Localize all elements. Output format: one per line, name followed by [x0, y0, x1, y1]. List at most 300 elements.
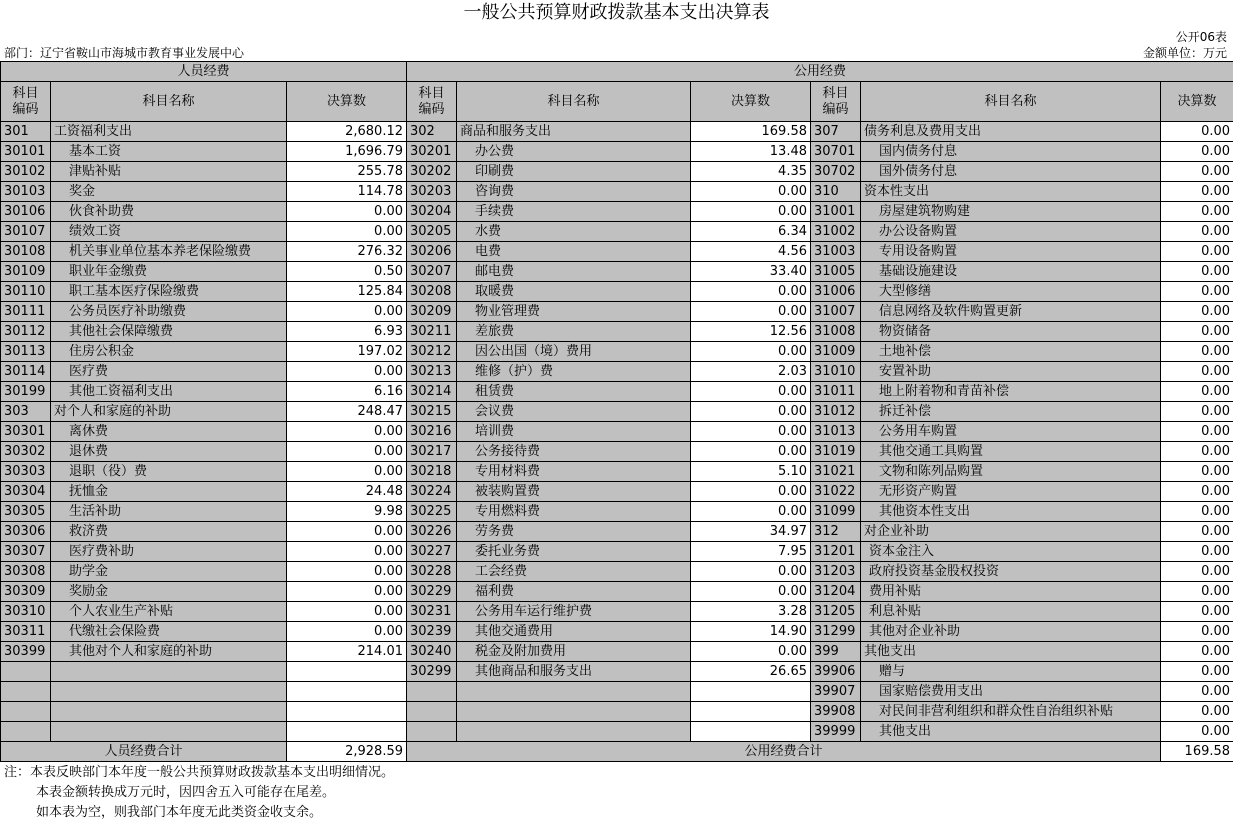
row-code: 30202: [407, 162, 457, 182]
row-value: 0.00: [287, 442, 407, 462]
row-value: 0.00: [287, 202, 407, 222]
table-row: [1, 502, 1233, 522]
row-code: 31099: [811, 502, 861, 522]
table-row: [1, 242, 1233, 262]
header-code: 科目 编码: [407, 82, 457, 122]
row-value: 0.00: [287, 302, 407, 322]
row-code: 303: [1, 402, 51, 422]
row-value: 0.00: [1161, 402, 1233, 422]
row-value: 0.00: [1161, 422, 1233, 442]
public-total-label: 公用经费合计: [407, 742, 1161, 762]
header-amount: 决算数: [691, 82, 811, 122]
row-code: 30701: [811, 142, 861, 162]
header-name: 科目名称: [457, 82, 691, 122]
row-name: [457, 702, 691, 722]
row-value: 0.00: [287, 622, 407, 642]
row-code: 30102: [1, 162, 51, 182]
row-name: [457, 682, 691, 702]
row-code: 31008: [811, 322, 861, 342]
row-code: 30301: [1, 422, 51, 442]
row-name: 拆迁补偿: [861, 402, 1161, 422]
table-row: [1, 542, 1233, 562]
row-value: 0.00: [1161, 442, 1233, 462]
row-name: 对企业补助: [861, 522, 1161, 542]
header-amount: 决算数: [1161, 82, 1233, 122]
row-name: 其他交通工具购置: [861, 442, 1161, 462]
row-name: 赠与: [861, 662, 1161, 682]
row-code: 30212: [407, 342, 457, 362]
row-name: 办公费: [457, 142, 691, 162]
table-row: [1, 682, 1233, 702]
row-name: 国内债务付息: [861, 142, 1161, 162]
table-row: [1, 302, 1233, 322]
row-name: 邮电费: [457, 262, 691, 282]
personnel-total-label: 人员经费合计: [1, 742, 287, 762]
row-value: 0.00: [691, 642, 811, 662]
row-name: 专用材料费: [457, 462, 691, 482]
row-code: 30110: [1, 282, 51, 302]
table-row: [1, 402, 1233, 422]
public-total-value: 169.58: [1161, 742, 1233, 762]
row-code: 31007: [811, 302, 861, 322]
row-code: 30310: [1, 602, 51, 622]
row-code: 30305: [1, 502, 51, 522]
row-name: 专用设备购置: [861, 242, 1161, 262]
row-value: [287, 682, 407, 702]
row-name: 维修（护）费: [457, 362, 691, 382]
row-value: 4.56: [691, 242, 811, 262]
row-name: 其他社会保障缴费: [51, 322, 287, 342]
row-value: 169.58: [691, 122, 811, 142]
row-code: 30215: [407, 402, 457, 422]
row-name: [51, 722, 287, 742]
header-name: 科目名称: [861, 82, 1161, 122]
row-code: 30108: [1, 242, 51, 262]
row-name: 专用燃料费: [457, 502, 691, 522]
row-name: 无形资产购置: [861, 482, 1161, 502]
row-value: 0.50: [287, 262, 407, 282]
row-code: 307: [811, 122, 861, 142]
row-name: [51, 662, 287, 682]
row-value: 0.00: [691, 342, 811, 362]
row-value: 14.90: [691, 622, 811, 642]
page-title: 一般公共预算财政拨款基本支出决算表: [0, 0, 1233, 26]
row-name: 助学金: [51, 562, 287, 582]
row-code: 39908: [811, 702, 861, 722]
row-code: 30216: [407, 422, 457, 442]
row-code: 31005: [811, 262, 861, 282]
row-value: 0.00: [1161, 142, 1233, 162]
row-value: 0.00: [1161, 702, 1233, 722]
row-name: 基础设施建设: [861, 262, 1161, 282]
row-code: 30218: [407, 462, 457, 482]
row-value: 4.35: [691, 162, 811, 182]
row-code: 30101: [1, 142, 51, 162]
row-name: 其他商品和服务支出: [457, 662, 691, 682]
row-code: 31021: [811, 462, 861, 482]
row-name: [51, 702, 287, 722]
header-name: 科目名称: [51, 82, 287, 122]
row-value: 0.00: [1161, 582, 1233, 602]
row-name: 福利费: [457, 582, 691, 602]
row-code: 30114: [1, 362, 51, 382]
row-code: 30206: [407, 242, 457, 262]
row-code: 31013: [811, 422, 861, 442]
row-value: 197.02: [287, 342, 407, 362]
row-code: 30231: [407, 602, 457, 622]
row-name: [51, 682, 287, 702]
table-row: [1, 602, 1233, 622]
row-code: 30207: [407, 262, 457, 282]
row-code: 399: [811, 642, 861, 662]
table-row: [1, 362, 1233, 382]
row-name: 咨询费: [457, 182, 691, 202]
row-code: 30217: [407, 442, 457, 462]
row-name: 抚恤金: [51, 482, 287, 502]
row-code: 30227: [407, 542, 457, 562]
row-value: 13.48: [691, 142, 811, 162]
row-value: 114.78: [287, 182, 407, 202]
table-row: [1, 122, 1233, 142]
expenditure-table: [0, 61, 1233, 762]
row-value: 0.00: [691, 582, 811, 602]
header-code: 科目 编码: [1, 82, 51, 122]
table-row: [1, 522, 1233, 542]
row-value: 0.00: [1161, 322, 1233, 342]
row-value: 0.00: [691, 402, 811, 422]
row-name: 手续费: [457, 202, 691, 222]
row-name: 个人农业生产补贴: [51, 602, 287, 622]
row-code: 31299: [811, 622, 861, 642]
row-name: 费用补贴: [861, 582, 1161, 602]
row-name: 税金及附加费用: [457, 642, 691, 662]
row-name: 印刷费: [457, 162, 691, 182]
row-code: 30224: [407, 482, 457, 502]
row-code: 30302: [1, 442, 51, 462]
row-value: 0.00: [1161, 242, 1233, 262]
row-code: 31011: [811, 382, 861, 402]
row-value: 34.97: [691, 522, 811, 542]
row-name: 生活补助: [51, 502, 287, 522]
table-row: [1, 722, 1233, 742]
row-name: 资本性支出: [861, 182, 1161, 202]
row-name: 大型修缮: [861, 282, 1161, 302]
row-value: 1,696.79: [287, 142, 407, 162]
row-name: 委托业务费: [457, 542, 691, 562]
row-value: 214.01: [287, 642, 407, 662]
row-code: 31009: [811, 342, 861, 362]
row-code: 31001: [811, 202, 861, 222]
row-code: 30103: [1, 182, 51, 202]
row-value: 0.00: [1161, 602, 1233, 622]
row-code: [407, 682, 457, 702]
row-code: 30204: [407, 202, 457, 222]
row-name: 公务接待费: [457, 442, 691, 462]
table-row: [1, 462, 1233, 482]
row-value: [287, 662, 407, 682]
row-value: 0.00: [1161, 202, 1233, 222]
row-name: 职业年金缴费: [51, 262, 287, 282]
row-code: 39906: [811, 662, 861, 682]
notes: [4, 763, 394, 823]
row-name: 政府投资基金股权投资: [861, 562, 1161, 582]
row-value: 0.00: [1161, 522, 1233, 542]
row-code: 30299: [407, 662, 457, 682]
row-value: 0.00: [1161, 122, 1233, 142]
row-value: 7.95: [691, 542, 811, 562]
row-value: 33.40: [691, 262, 811, 282]
table-row: [1, 642, 1233, 662]
row-code: 30106: [1, 202, 51, 222]
row-code: 30399: [1, 642, 51, 662]
row-value: 0.00: [691, 182, 811, 202]
row-value: 0.00: [1161, 462, 1233, 482]
row-code: 30225: [407, 502, 457, 522]
row-name: 房屋建筑物购建: [861, 202, 1161, 222]
row-code: [1, 722, 51, 742]
row-name: 会议费: [457, 402, 691, 422]
row-value: 0.00: [1161, 662, 1233, 682]
row-value: 0.00: [1161, 342, 1233, 362]
row-code: 30107: [1, 222, 51, 242]
row-value: 276.32: [287, 242, 407, 262]
row-code: 31201: [811, 542, 861, 562]
row-name: 公务员医疗补助缴费: [51, 302, 287, 322]
row-name: 利息补贴: [861, 602, 1161, 622]
row-name: [457, 722, 691, 742]
row-value: 248.47: [287, 402, 407, 422]
row-value: 0.00: [691, 202, 811, 222]
group-header-public: 公用经费: [407, 62, 1233, 82]
row-value: 0.00: [287, 562, 407, 582]
row-value: 26.65: [691, 662, 811, 682]
row-name: 商品和服务支出: [457, 122, 691, 142]
row-name: 机关事业单位基本养老保险缴费: [51, 242, 287, 262]
row-value: [691, 702, 811, 722]
row-name: 其他交通费用: [457, 622, 691, 642]
row-name: 代缴社会保险费: [51, 622, 287, 642]
row-value: 0.00: [1161, 262, 1233, 282]
row-name: 其他工资福利支出: [51, 382, 287, 402]
row-value: 0.00: [287, 602, 407, 622]
row-value: 3.28: [691, 602, 811, 622]
row-value: 0.00: [1161, 362, 1233, 382]
row-name: 物业管理费: [457, 302, 691, 322]
row-code: 30240: [407, 642, 457, 662]
row-value: 0.00: [691, 382, 811, 402]
row-code: 39907: [811, 682, 861, 702]
row-value: 0.00: [691, 482, 811, 502]
row-value: 0.00: [1161, 562, 1233, 582]
row-name: 租赁费: [457, 382, 691, 402]
row-code: 30309: [1, 582, 51, 602]
row-value: 0.00: [287, 462, 407, 482]
row-value: 0.00: [691, 442, 811, 462]
table-row: [1, 282, 1233, 302]
row-code: 39999: [811, 722, 861, 742]
row-code: 31006: [811, 282, 861, 302]
row-name: 其他对个人和家庭的补助: [51, 642, 287, 662]
row-value: 0.00: [691, 562, 811, 582]
row-value: 0.00: [1161, 482, 1233, 502]
row-name: 其他对企业补助: [861, 622, 1161, 642]
row-name: 退职（役）费: [51, 462, 287, 482]
row-code: 30112: [1, 322, 51, 342]
personnel-total-value: 2,928.59: [287, 742, 407, 762]
row-name: 电费: [457, 242, 691, 262]
table-row: [1, 702, 1233, 722]
row-code: 30307: [1, 542, 51, 562]
row-code: 30303: [1, 462, 51, 482]
table-row: [1, 442, 1233, 462]
row-name: 对民间非营利组织和群众性自治组织补贴: [861, 702, 1161, 722]
row-name: 因公出国（境）费用: [457, 342, 691, 362]
row-value: 0.00: [1161, 542, 1233, 562]
row-code: [407, 702, 457, 722]
row-code: [407, 722, 457, 742]
row-value: 6.93: [287, 322, 407, 342]
row-value: 0.00: [1161, 642, 1233, 662]
row-value: 0.00: [1161, 282, 1233, 302]
group-header-personnel: 人员经费: [1, 62, 407, 82]
row-name: 奖金: [51, 182, 287, 202]
row-value: 0.00: [691, 502, 811, 522]
table-row: [1, 162, 1233, 182]
row-name: 对个人和家庭的补助: [51, 402, 287, 422]
row-value: 0.00: [1161, 222, 1233, 242]
row-code: 30311: [1, 622, 51, 642]
row-code: 30308: [1, 562, 51, 582]
table-row: [1, 342, 1233, 362]
row-code: 30211: [407, 322, 457, 342]
unit-label: 金额单位：万元: [1143, 44, 1227, 61]
row-value: 0.00: [1161, 162, 1233, 182]
row-code: 30203: [407, 182, 457, 202]
row-name: 其他支出: [861, 642, 1161, 662]
table-row: [1, 222, 1233, 242]
row-code: 31002: [811, 222, 861, 242]
row-name: 医疗费: [51, 362, 287, 382]
row-value: 0.00: [287, 542, 407, 562]
row-value: 0.00: [1161, 682, 1233, 702]
table-row: [1, 562, 1233, 582]
row-value: [691, 682, 811, 702]
header-amount: 决算数: [287, 82, 407, 122]
department-label: 部门：辽宁省鞍山市海城市教育事业发展中心: [4, 44, 244, 61]
row-code: 30304: [1, 482, 51, 502]
row-code: 312: [811, 522, 861, 542]
row-code: 31022: [811, 482, 861, 502]
row-code: 31204: [811, 582, 861, 602]
row-name: 差旅费: [457, 322, 691, 342]
row-value: 0.00: [287, 422, 407, 442]
note-line: 注：本表反映部门本年度一般公共预算财政拨款基本支出明细情况。: [4, 763, 394, 783]
row-code: 30226: [407, 522, 457, 542]
table-row: [1, 262, 1233, 282]
row-name: 办公设备购置: [861, 222, 1161, 242]
row-code: 30109: [1, 262, 51, 282]
row-code: 301: [1, 122, 51, 142]
row-code: [1, 682, 51, 702]
table-row: [1, 622, 1233, 642]
row-code: 31012: [811, 402, 861, 422]
row-name: 基本工资: [51, 142, 287, 162]
row-name: 职工基本医疗保险缴费: [51, 282, 287, 302]
row-value: 9.98: [287, 502, 407, 522]
row-name: 公务用车购置: [861, 422, 1161, 442]
row-code: 30228: [407, 562, 457, 582]
row-value: 0.00: [1161, 722, 1233, 742]
row-name: 债务利息及费用支出: [861, 122, 1161, 142]
row-code: 30702: [811, 162, 861, 182]
row-value: 0.00: [287, 362, 407, 382]
row-name: 国外债务付息: [861, 162, 1161, 182]
row-value: [287, 722, 407, 742]
row-value: 5.10: [691, 462, 811, 482]
row-code: 30229: [407, 582, 457, 602]
row-name: 救济费: [51, 522, 287, 542]
row-value: 0.00: [691, 422, 811, 442]
table-row: [1, 202, 1233, 222]
row-value: 0.00: [691, 282, 811, 302]
row-name: 国家赔偿费用支出: [861, 682, 1161, 702]
row-value: 0.00: [287, 522, 407, 542]
row-name: 信息网络及软件购置更新: [861, 302, 1161, 322]
row-name: 土地补偿: [861, 342, 1161, 362]
row-value: 12.56: [691, 322, 811, 342]
row-code: 30214: [407, 382, 457, 402]
table-row: [1, 382, 1233, 402]
row-code: 30199: [1, 382, 51, 402]
row-name: 安置补助: [861, 362, 1161, 382]
row-code: 30113: [1, 342, 51, 362]
row-value: 2,680.12: [287, 122, 407, 142]
row-name: 奖励金: [51, 582, 287, 602]
row-name: 被装购置费: [457, 482, 691, 502]
row-code: 30205: [407, 222, 457, 242]
row-name: 住房公积金: [51, 342, 287, 362]
table-code: 公开06表: [1176, 28, 1227, 45]
table-row: [1, 482, 1233, 502]
row-value: 255.78: [287, 162, 407, 182]
row-value: 0.00: [1161, 382, 1233, 402]
row-name: 物资储备: [861, 322, 1161, 342]
row-value: 0.00: [287, 222, 407, 242]
row-name: 离休费: [51, 422, 287, 442]
row-value: 125.84: [287, 282, 407, 302]
row-code: 31019: [811, 442, 861, 462]
row-name: 津贴补贴: [51, 162, 287, 182]
row-code: 30306: [1, 522, 51, 542]
row-code: 31003: [811, 242, 861, 262]
row-code: 310: [811, 182, 861, 202]
row-name: 水费: [457, 222, 691, 242]
row-value: 0.00: [1161, 622, 1233, 642]
row-name: 其他支出: [861, 722, 1161, 742]
row-code: 31203: [811, 562, 861, 582]
row-code: [1, 702, 51, 722]
table-row: [1, 582, 1233, 602]
row-value: 0.00: [1161, 182, 1233, 202]
table-row: [1, 322, 1233, 342]
row-value: 2.03: [691, 362, 811, 382]
row-name: 伙食补助费: [51, 202, 287, 222]
row-name: 工会经费: [457, 562, 691, 582]
row-code: 30213: [407, 362, 457, 382]
row-code: 30209: [407, 302, 457, 322]
row-code: 30239: [407, 622, 457, 642]
row-name: 退休费: [51, 442, 287, 462]
